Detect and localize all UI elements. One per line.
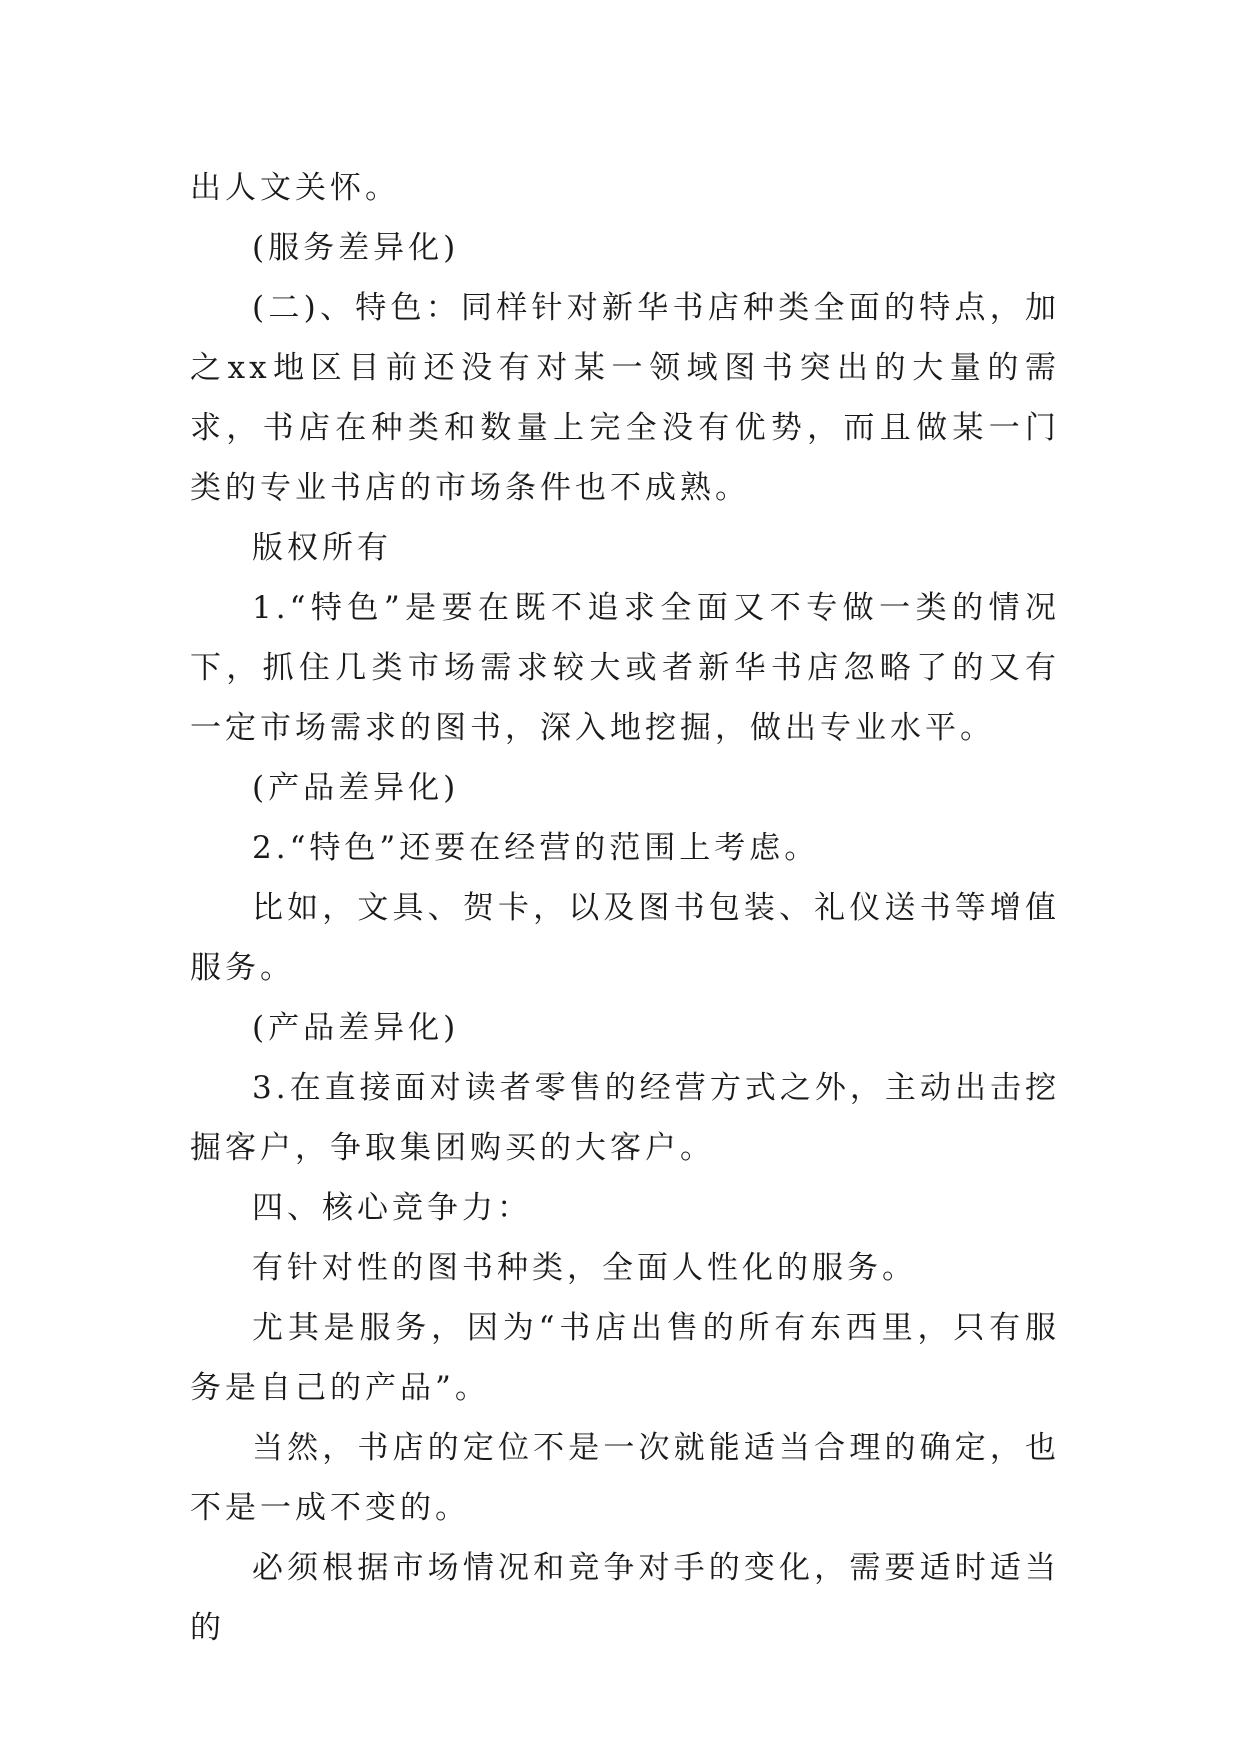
paragraph: 当然，书店的定位不是一次就能适当合理的确定，也不是一成不变的。 [190,1430,1060,1526]
paragraph: 比如，文具、贺卡，以及图书包装、礼仪送书等增值服务。 [190,890,1060,986]
section-heading: 四、核心竞争力： [252,1190,532,1226]
paragraph: 2.“特色”还要在经营的范围上考虑。 [252,830,820,866]
paragraph: 必须根据市场情况和竞争对手的变化，需要适时适当的 [190,1550,1060,1646]
document-body [190,158,1060,1658]
paragraph: 出人文关怀。 [190,170,400,206]
paragraph: 有针对性的图书种类，全面人性化的服务。 [252,1250,917,1286]
paragraph: (二)、特色：同样针对新华书店种类全面的特点，加之xx地区目前还没有对某一领域图书突出的大量的需求，书店在种类和数量上完全没有优势，而且做某一门类的专业书店的市场条件也不成熟。 [190,290,1060,506]
paragraph: 1.“特色”是要在既不追求全面又不专做一类的情况下，抓住几类市场需求较大或者新华书店忽略了的又有一定市场需求的图书，深入地挖掘，做出专业水平。 [190,590,1060,746]
paragraph: (产品差异化) [252,1010,460,1046]
paragraph: 尤其是服务，因为“书店出售的所有东西里，只有服务是自己的产品”。 [190,1310,1060,1406]
paragraph: 版权所有 [252,530,392,566]
paragraph: (产品差异化) [252,770,460,806]
paragraph: 3.在直接面对读者零售的经营方式之外，主动出击挖掘客户，争取集团购买的大客户。 [190,1070,1060,1166]
paragraph: (服务差异化) [252,230,460,266]
